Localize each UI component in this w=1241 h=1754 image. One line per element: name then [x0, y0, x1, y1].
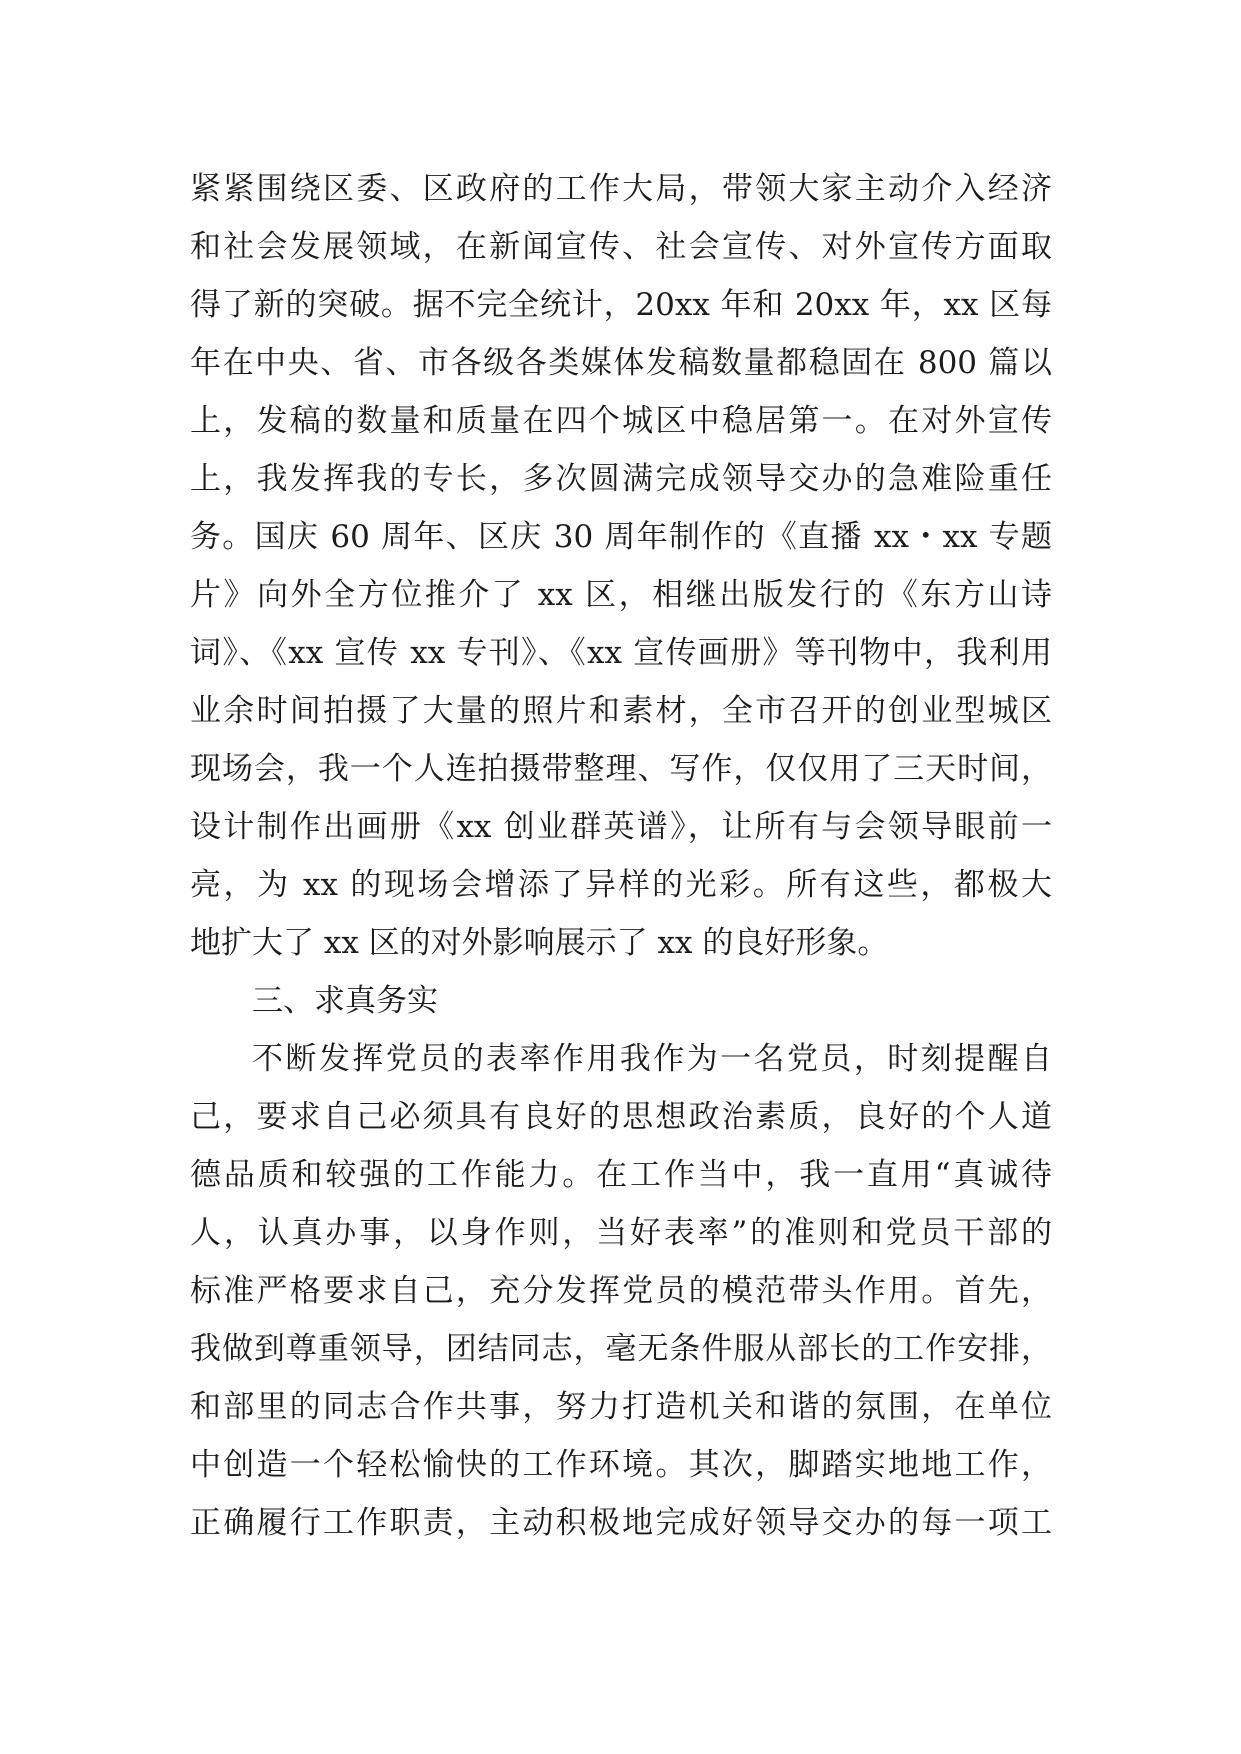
text-line: 现场会，我一个人连拍摄带整理、写作，仅仅用了三天时间，: [190, 751, 1052, 787]
text-line: 标准严格要求自己，充分发挥党员的模范带头作用。首先，: [190, 1273, 1052, 1309]
text-line: 得了新的突破。据不完全统计，20xx 年和 20xx 年，xx 区每: [190, 287, 1052, 323]
text-line: 设计制作出画册《xx 创业群英谱》，让所有与会领导眼前一: [190, 809, 1052, 845]
text-line: 德品质和较强的工作能力。在工作当中，我一直用“真诚待: [190, 1157, 1052, 1193]
text-line: 己，要求自己必须具有良好的思想政治素质，良好的个人道: [190, 1099, 1052, 1135]
text-line: 上，我发挥我的专长，多次圆满完成领导交办的急难险重任: [190, 461, 1052, 497]
text-line: 紧紧围绕区委、区政府的工作大局，带领大家主动介入经济: [190, 171, 1052, 207]
section-heading: 三、求真务实: [252, 983, 438, 1019]
text-line: 业余时间拍摄了大量的照片和素材，全市召开的创业型城区: [190, 693, 1052, 729]
text-line: 年在中央、省、市各级各类媒体发稿数量都稳固在 800 篇以: [190, 345, 1052, 381]
text-line: 中创造一个轻松愉快的工作环境。其次，脚踏实地地工作，: [190, 1447, 1052, 1483]
body-text: [190, 160, 1052, 1552]
text-line: 亮，为 xx 的现场会增添了异样的光彩。所有这些，都极大: [190, 867, 1052, 903]
text-line: 务。国庆 60 周年、区庆 30 周年制作的《直播 xx・xx 专题: [190, 519, 1052, 555]
text-line: 地扩大了 xx 区的对外影响展示了 xx 的良好形象。: [190, 925, 889, 961]
text-line: 和部里的同志合作共事，努力打造机关和谐的氛围，在单位: [190, 1389, 1052, 1425]
text-line: 正确履行工作职责，主动积极地完成好领导交办的每一项工: [190, 1505, 1052, 1541]
text-line: 不断发挥党员的表率作用我作为一名党员，时刻提醒自: [252, 1041, 1052, 1077]
text-line: 和社会发展领域，在新闻宣传、社会宣传、对外宣传方面取: [190, 229, 1052, 265]
text-line: 片》向外全方位推介了 xx 区，相继出版发行的《东方山诗: [190, 577, 1052, 613]
text-line: 我做到尊重领导，团结同志，毫无条件服从部长的工作安排，: [190, 1331, 1052, 1367]
text-line: 上，发稿的数量和质量在四个城区中稳居第一。在对外宣传: [190, 403, 1052, 439]
text-line: 词》、《xx 宣传 xx 专刊》、《xx 宣传画册》等刊物中，我利用: [190, 635, 1052, 671]
text-line: 人，认真办事，以身作则，当好表率”的准则和党员干部的: [190, 1215, 1052, 1251]
